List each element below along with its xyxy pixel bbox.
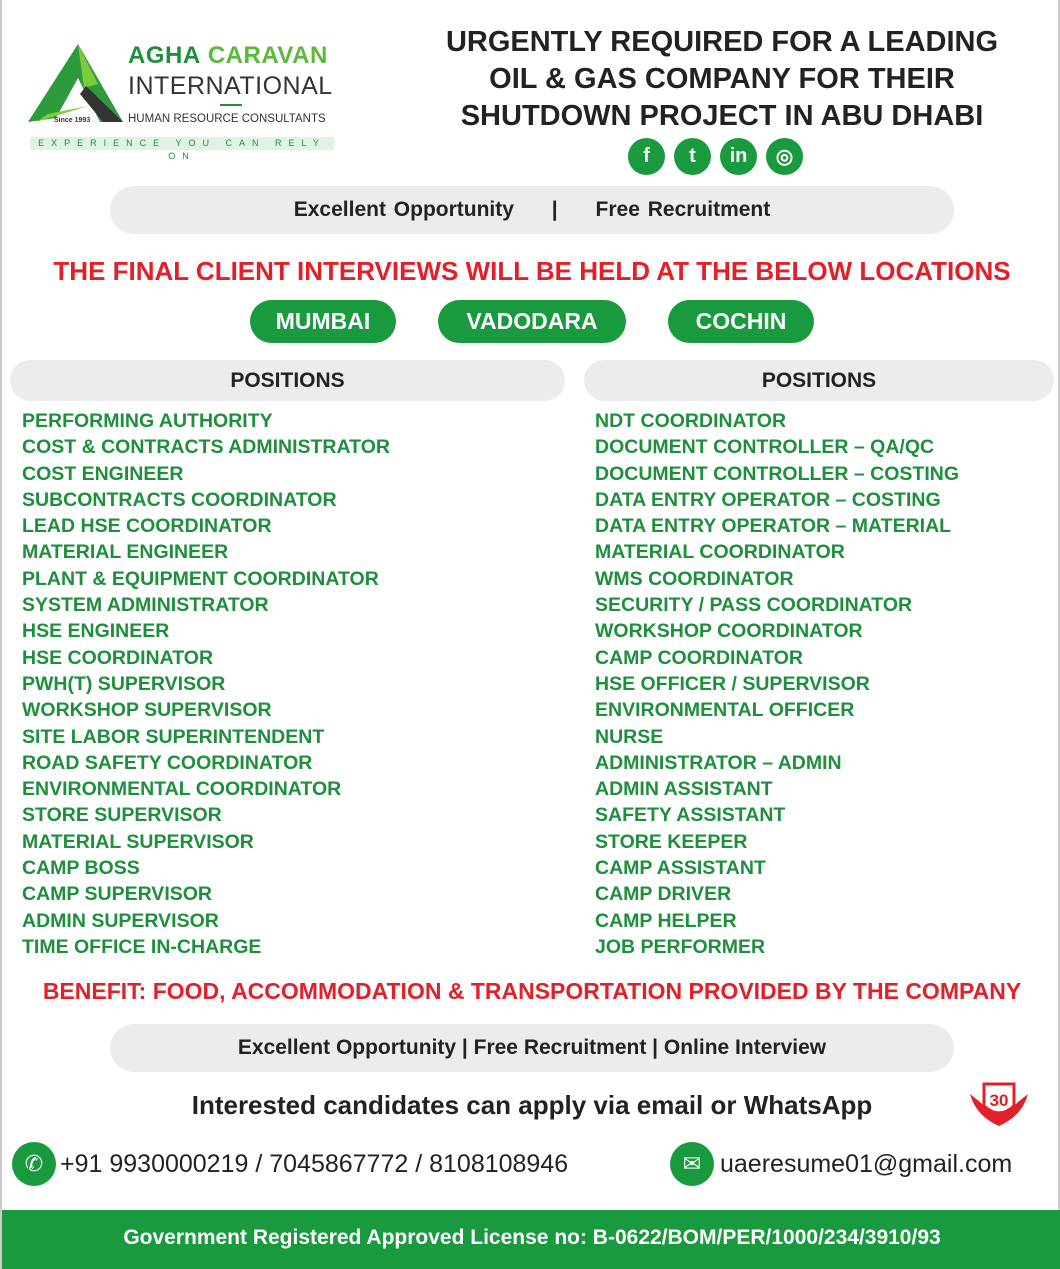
position-item: PERFORMING AUTHORITY [22, 410, 273, 432]
position-item: WORKSHOP SUPERVISOR [22, 699, 272, 722]
position-item: JOB PERFORMER [595, 935, 766, 958]
location-vadodara: VADODARA [438, 300, 626, 343]
position-item: HSE OFFICER / SUPERVISOR [595, 672, 870, 695]
separator: | [551, 198, 558, 221]
location-cochin: COCHIN [668, 300, 814, 343]
apply-text: Interested candidates can apply via email or WhatsApp [191, 1090, 873, 1120]
brand-subtitle: HUMAN RESOURCE CONSULTANTS [128, 113, 326, 125]
position-item: WMS COORDINATOR [595, 567, 794, 590]
position-item: HSE ENGINEER [22, 620, 170, 643]
position-item: MATERIAL COORDINATOR [595, 541, 845, 564]
phone-numbers[interactable]: +91 9930000219 / 7045867772 / 8108108946 [60, 1150, 569, 1178]
triangle-logo-icon [28, 44, 128, 124]
position-item: HSE COORDINATOR [22, 646, 214, 669]
position-item: ENVIRONMENTAL OFFICER [595, 699, 855, 722]
position-item: NDT COORDINATOR [595, 410, 787, 432]
positions-header-left: POSITIONS [10, 360, 565, 401]
top-highlight-bar [110, 186, 954, 234]
position-item: PLANT & EQUIPMENT COORDINATOR [22, 567, 379, 590]
whatsapp-phone-icon: ✆ [12, 1142, 56, 1186]
position-item: DATA ENTRY OPERATOR – MATERIAL [595, 515, 952, 538]
position-item: LEAD HSE COORDINATOR [22, 515, 272, 538]
since-text: Since 1993 [54, 117, 91, 124]
positions-header-right: POSITIONS [584, 360, 1054, 401]
license-footer: Government Registered Approved License no: B-0622/BOM/PER/1000/234/3910/93 [2, 1210, 1060, 1269]
position-item: TIME OFFICE IN-CHARGE [22, 935, 262, 958]
position-item: CAMP ASSISTANT [595, 857, 766, 880]
email-address[interactable]: uaeresume01@gmail.com [720, 1150, 1013, 1178]
position-item: ADMINISTRATOR – ADMIN [595, 751, 842, 774]
instagram-icon[interactable]: ◎ [766, 138, 803, 175]
divider [220, 104, 242, 106]
position-item: DATA ENTRY OPERATOR – COSTING [595, 488, 941, 511]
location-mumbai: MUMBAI [250, 300, 396, 343]
position-item: ADMIN ASSISTANT [595, 778, 773, 801]
position-item: DOCUMENT CONTROLLER – COSTING [595, 462, 959, 485]
position-item: STORE KEEPER [595, 830, 748, 853]
benefit-text: BENEFIT: FOOD, ACCOMMODATION & TRANSPORTATION PROVIDED BY THE COMPANY [42, 978, 1022, 1004]
position-item: MATERIAL ENGINEER [22, 541, 229, 564]
positions-list-left [22, 408, 390, 960]
position-item: SYSTEM ADMINISTRATOR [22, 594, 269, 617]
position-item: CAMP COORDINATOR [595, 646, 804, 669]
opportunity-text: Excellent Opportunity [293, 198, 514, 221]
position-item: ROAD SAFETY COORDINATOR [22, 751, 313, 774]
brand-name: AGHA CARAVAN [128, 42, 328, 69]
position-item: PWH(T) SUPERVISOR [22, 672, 226, 695]
position-item: CAMP SUPERVISOR [22, 883, 212, 906]
position-item: CAMP HELPER [595, 909, 737, 932]
position-item: CAMP BOSS [22, 857, 140, 880]
position-item: SUBCONTRACTS COORDINATOR [22, 488, 337, 511]
positions-list-right [595, 408, 959, 960]
social-links [628, 138, 803, 175]
position-item: ENVIRONMENTAL COORDINATOR [22, 778, 342, 801]
position-item: COST ENGINEER [22, 462, 184, 485]
recruitment-text: Free Recruitment [595, 198, 771, 221]
position-item: NURSE [595, 725, 664, 748]
position-item: SITE LABOR SUPERINTENDENT [22, 725, 325, 748]
position-item: DOCUMENT CONTROLLER – QA/QC [595, 436, 935, 459]
headline [392, 24, 1052, 135]
linkedin-icon[interactable]: in [720, 138, 757, 175]
30-years-badge [966, 1076, 1032, 1130]
facebook-icon[interactable]: f [628, 138, 665, 175]
position-item: SECURITY / PASS COORDINATOR [595, 594, 913, 617]
position-item: CAMP DRIVER [595, 883, 732, 906]
tagline: EXPERIENCE YOU CAN RELY ON [30, 137, 334, 150]
position-item: COST & CONTRACTS ADMINISTRATOR [22, 436, 390, 459]
headline-line: SHUTDOWN PROJECT IN ABU DHABI [460, 100, 984, 132]
email-icon: ✉ [670, 1142, 714, 1186]
bottom-highlight-bar: Excellent Opportunity | Free Recruitment | Online Interview [110, 1024, 954, 1072]
badge-number: 30 [989, 1091, 1009, 1110]
interview-notice: THE FINAL CLIENT INTERVIEWS WILL BE HELD AT THE BELOW LOCATIONS [53, 256, 1011, 286]
position-item: MATERIAL SUPERVISOR [22, 830, 254, 853]
position-item: STORE SUPERVISOR [22, 804, 222, 827]
position-item: ADMIN SUPERVISOR [22, 909, 219, 932]
twitter-icon[interactable]: t [674, 138, 711, 175]
headline-line: OIL & GAS COMPANY FOR THEIR [489, 63, 955, 95]
position-item: SAFETY ASSISTANT [595, 804, 786, 827]
headline-line: URGENTLY REQUIRED FOR A LEADING [445, 26, 999, 58]
position-item: WORKSHOP COORDINATOR [595, 620, 863, 643]
brand-line2: INTERNATIONAL [128, 72, 333, 100]
